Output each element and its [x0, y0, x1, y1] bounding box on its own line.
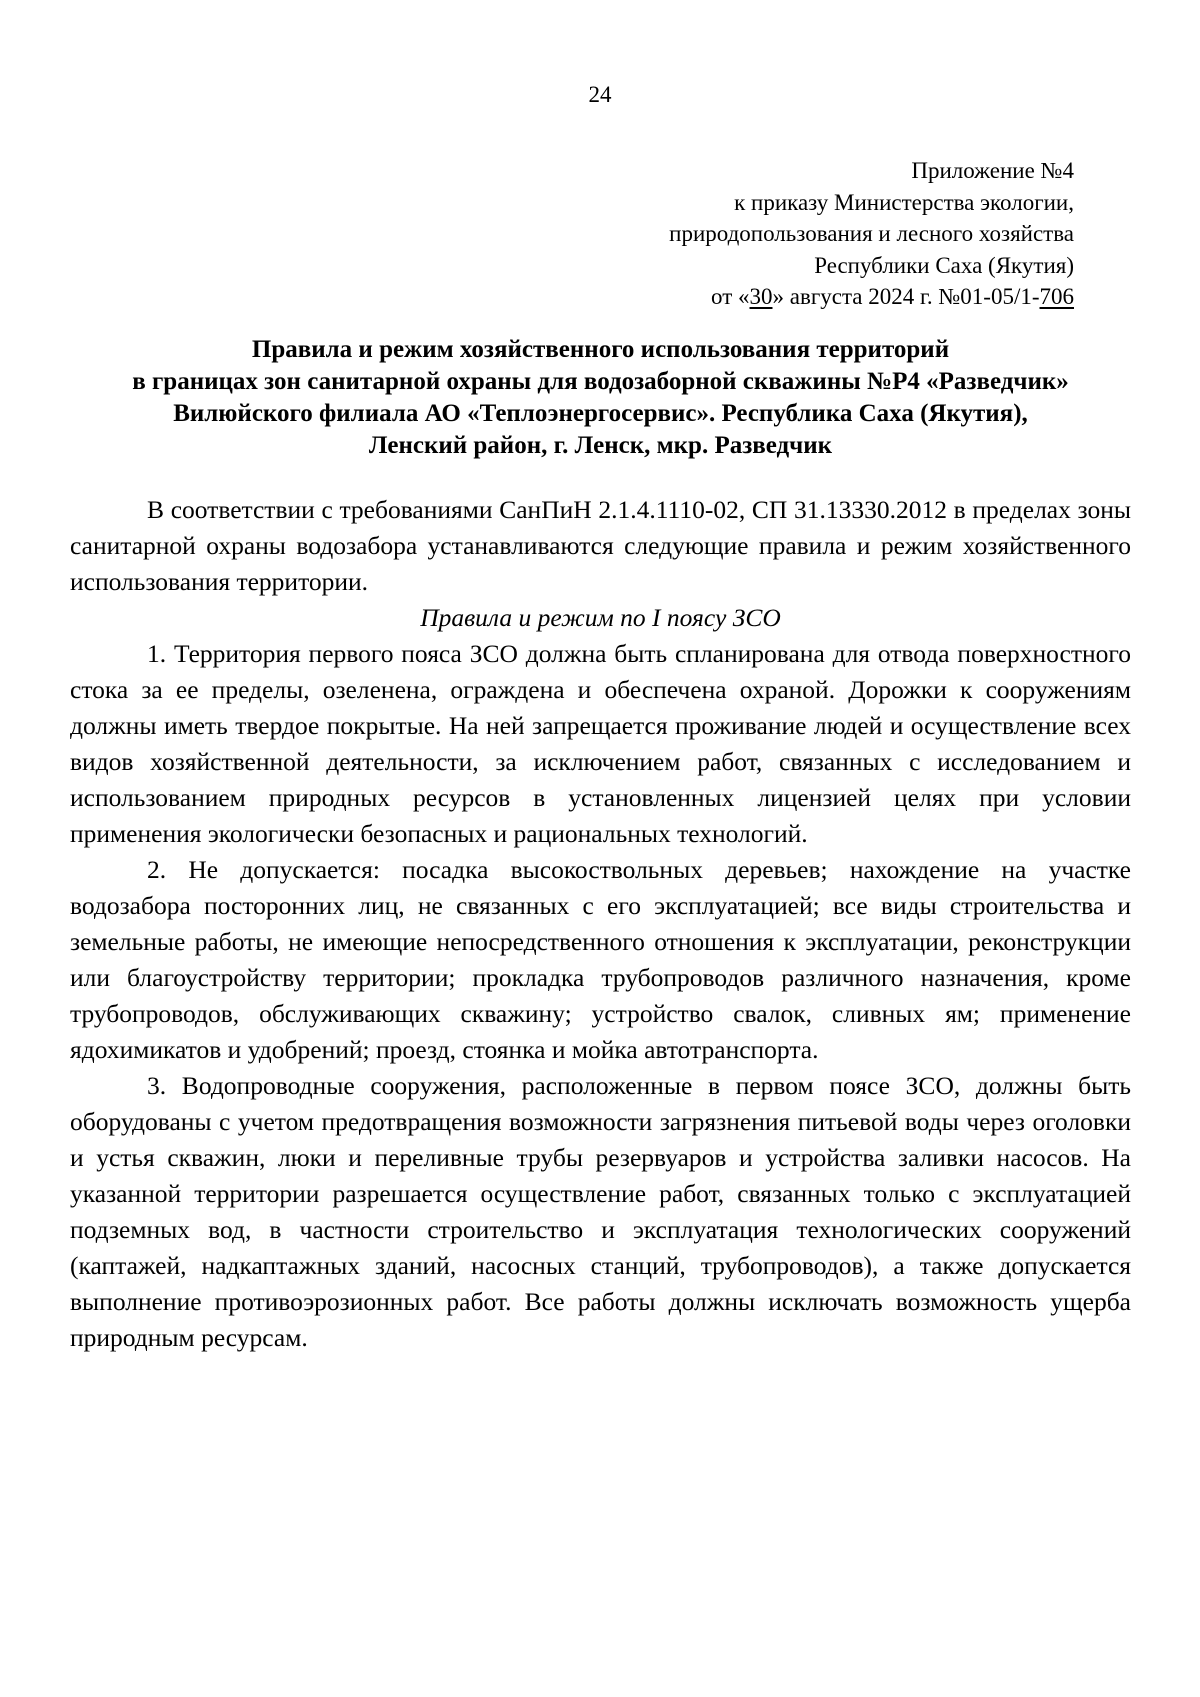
annex-ministry-name: природопользования и лесного хозяйства — [669, 221, 1074, 246]
annex-date-middle: » августа 2024 г. №01-05/1- — [772, 284, 1040, 309]
title-line-2: в границах зон санитарной охраны для водозаборной скважины №Р4 «Разведчик» — [132, 368, 1069, 395]
annex-order-number: 706 — [1039, 284, 1074, 309]
annex-order-reference: к приказу Министерства экологии, — [734, 189, 1074, 215]
title-line-1: Правила и режим хозяйственного использования территорий — [251, 336, 950, 363]
rule-item-3: 3. Водопроводные сооружения, расположенные в первом поясе ЗСО, должны быть оборудованы с учетом предотвращения возможности загрязнения питьевой воды через оголовки и устья скважин, люки и переливные трубы резервуаров и устройства заливки насосов. На указанной территории разрешается осуществление работ, связанных только с эксплуатацией подземных вод, в частности строительство и эксплуатация технологических сооружений (каптажей, надкаптажных зданий, насосных станций, трубопроводов), а также допускается выполнение противоэрозионных работ. Все работы должны исключать возможность ущерба природным ресурсам. — [70, 1071, 1131, 1352]
annex-header — [474, 155, 1074, 313]
rule-item-2: 2. Не допускается: посадка высокоствольных деревьев; нахождение на участке водозабора посторонних лиц, не связанных с его эксплуатацией; все виды строительства и земельные работы, не имеющие непосредственного отношения к эксплуатации, реконструкции или благоустройству территории; прокладка трубопроводов различного назначения, кроме трубопроводов, обслуживающих скважину; устройство свалок, сливных ям; применение ядохимикатов и удобрений; проезд, стоянка и мойка автотранспорта. — [70, 855, 1131, 1064]
annex-republic-name: Республики Саха (Якутия) — [814, 252, 1074, 278]
intro-paragraph: В соответствии с требованиями СанПиН 2.1.4.1110-02, СП 31.13330.2012 в пределах зоны санитарной охраны водозабора устанавливаются следующие правила и режим хозяйственного использования территории. — [70, 495, 1131, 596]
annex-date-prefix: от « — [711, 284, 750, 309]
page-number: 24 — [588, 82, 612, 107]
annex-date-line — [474, 281, 1074, 313]
annex-date-day: 30 — [749, 284, 773, 309]
title-line-4: Ленский район, г. Ленск, мкр. Разведчик — [368, 432, 833, 459]
rule-item-1: 1. Территория первого пояса ЗСО должна быть спланирована для отвода поверхностного стока за ее пределы, озеленена, ограждена и обеспечена охраной. Дорожки к сооружениям должны иметь твердое покрытые. На ней запрещается проживание людей и осуществление всех видов хозяйственной деятельности, за исключением работ, связанных с исследованием и использованием природных ресурсов в установленных лицензией целях при условии применения экологически безопасных и рациональных технологий. — [70, 639, 1131, 848]
annex-title: Приложение №4 — [911, 158, 1074, 183]
title-line-3: Вилюйского филиала АО «Теплоэнергосервис». Республика Саха (Якутия), — [173, 400, 1028, 427]
document-title — [70, 334, 1131, 462]
document-body — [70, 492, 1131, 1356]
section-heading: Правила и режим по I поясу ЗСО — [420, 603, 781, 632]
